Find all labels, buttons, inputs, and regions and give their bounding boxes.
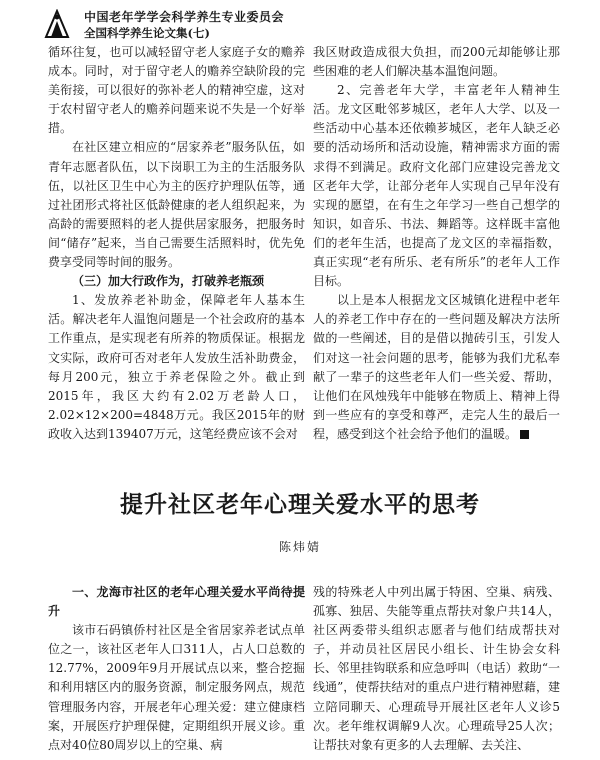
end-of-article-mark [520, 430, 529, 439]
section-heading: 一、龙海市社区的老年心理关爱水平尚待提升 [48, 585, 305, 619]
paragraph: 1、发放养老补助金，保障老年人基本生活。解决老年人温饱问题是一个社会政府的基本工作重点，是实现老有所养的物质保证。根据龙文实际，政府可否对老年人发放生活补助费金，每月200元，独立于养老保险之外。截止到2015年，我区大约有2.02万老龄人口，2.02×12×200=4848万元。我区2015年的财政收入达到139407万元，这笔经费应该不会对 [48, 293, 305, 441]
prev-article-right-column [313, 43, 560, 444]
paragraph: 以上是本人根据龙文区城镇化进程中老年人的养老工作中存在的一些问题及解决方法所做的一些阐述，目的是借以抛砖引玉，引发人们对这一社会问题的思考，能够为我们尤私奉献了一辈子的这些老年人们一些关爱、帮助，让他们在风烛残年中能够在物质上、精神上得到一些应有的享受和尊严，走完人生的最后一程，感受到这个社会给予他们的温暖。 [313, 293, 560, 441]
paragraph: 循环往复，也可以减轻留守老人家庭子女的赡养成本。同时，对于留守老人的赡养空缺阶段的完美衔接，可以很好的弥补老人的精神空虚，这对于农村留守老人的赡养问题来说不失是一个好举措。 [48, 45, 305, 136]
header-society-name: 中国老年学学会科学养生专业委员会 [84, 10, 285, 24]
article-left-column [48, 583, 305, 755]
paragraph: 在社区建立相应的“居家养老”服务队伍，如青年志愿者队伍，以下岗职工为主的生活服务队伍，以社区卫生中心为主的医疗护理队伍等，通过社团形式将社区低龄健康的老人组织起来，为高龄的需要照料的老人提供居家服务，把服务时间“储存”起来，当自己需要生活照料时，优先免费享受同等时间的服务。 [48, 140, 305, 270]
article-title: 提升社区老年心理关爱水平的思考 [120, 492, 480, 518]
article-author: 陈炜婧 [278, 540, 321, 554]
running-header [44, 6, 344, 46]
section-subheading: （三）加大行政作为，打破养老瓶颈 [72, 274, 265, 289]
paragraph: 2、完善老年大学，丰富老年人精神生活。龙文区毗邻芗城区，老年人大学、以及一些活动中心基本还依赖芗城区，老年人缺乏必要的活动场所和活动设施，精神需求方面的需求得不到满足。政府文化部门应建设完善龙文区老年大学，让部分老年人实现自己早年没有实现的愿望，在有生之年学习一些自己想学的知识，如音乐、书法、舞蹈等。这样既丰富他们的老年生活，也提高了龙文区的幸福指数，真正实现“老有所乐、老有所乐”的老年人工作目标。 [313, 83, 560, 289]
prev-article-left-column [48, 43, 305, 444]
paragraph: 我区财政造成很大负担，而200元却能够让那些困难的老人们解决基本温饱问题。 [313, 45, 560, 79]
paragraph: 该市石码镇侨村社区是全省居家养老试点单位之一，该社区老年人口311人，占人口总数的12.77%，2009年9月开展试点以来，整合挖掘和利用辖区内的服务资源，制定服务网点，规范管理服务内容，开展老年心理关爱：建立健康档案，开展医疗护理保健，定期组织开展义诊。重点对40位80周岁以上的空巢、病 [48, 623, 305, 752]
paragraph: 残的特殊老人中列出属于特困、空巢、病残、孤寡、独居、失能等重点帮扶对象户共14人，社区两委带头组织志愿者与他们结成帮扶对子，并动员社区居民小组长、计生协会女科长、邻里挂钩联系和应急呼叫（电话）救助“一线通”，使帮扶结对的重点户进行精神慰藉，建立陪同聊天、心理疏导开展社区老年人义诊5次。老年维权调解9人次。心理疏导25人次；让帮扶对象有更多的人去理解、去关注、 [313, 585, 560, 752]
header-collection-title: 全国科学养生论文集(七) [84, 26, 210, 40]
article-right-column [313, 583, 560, 755]
society-logo-icon [44, 9, 70, 39]
